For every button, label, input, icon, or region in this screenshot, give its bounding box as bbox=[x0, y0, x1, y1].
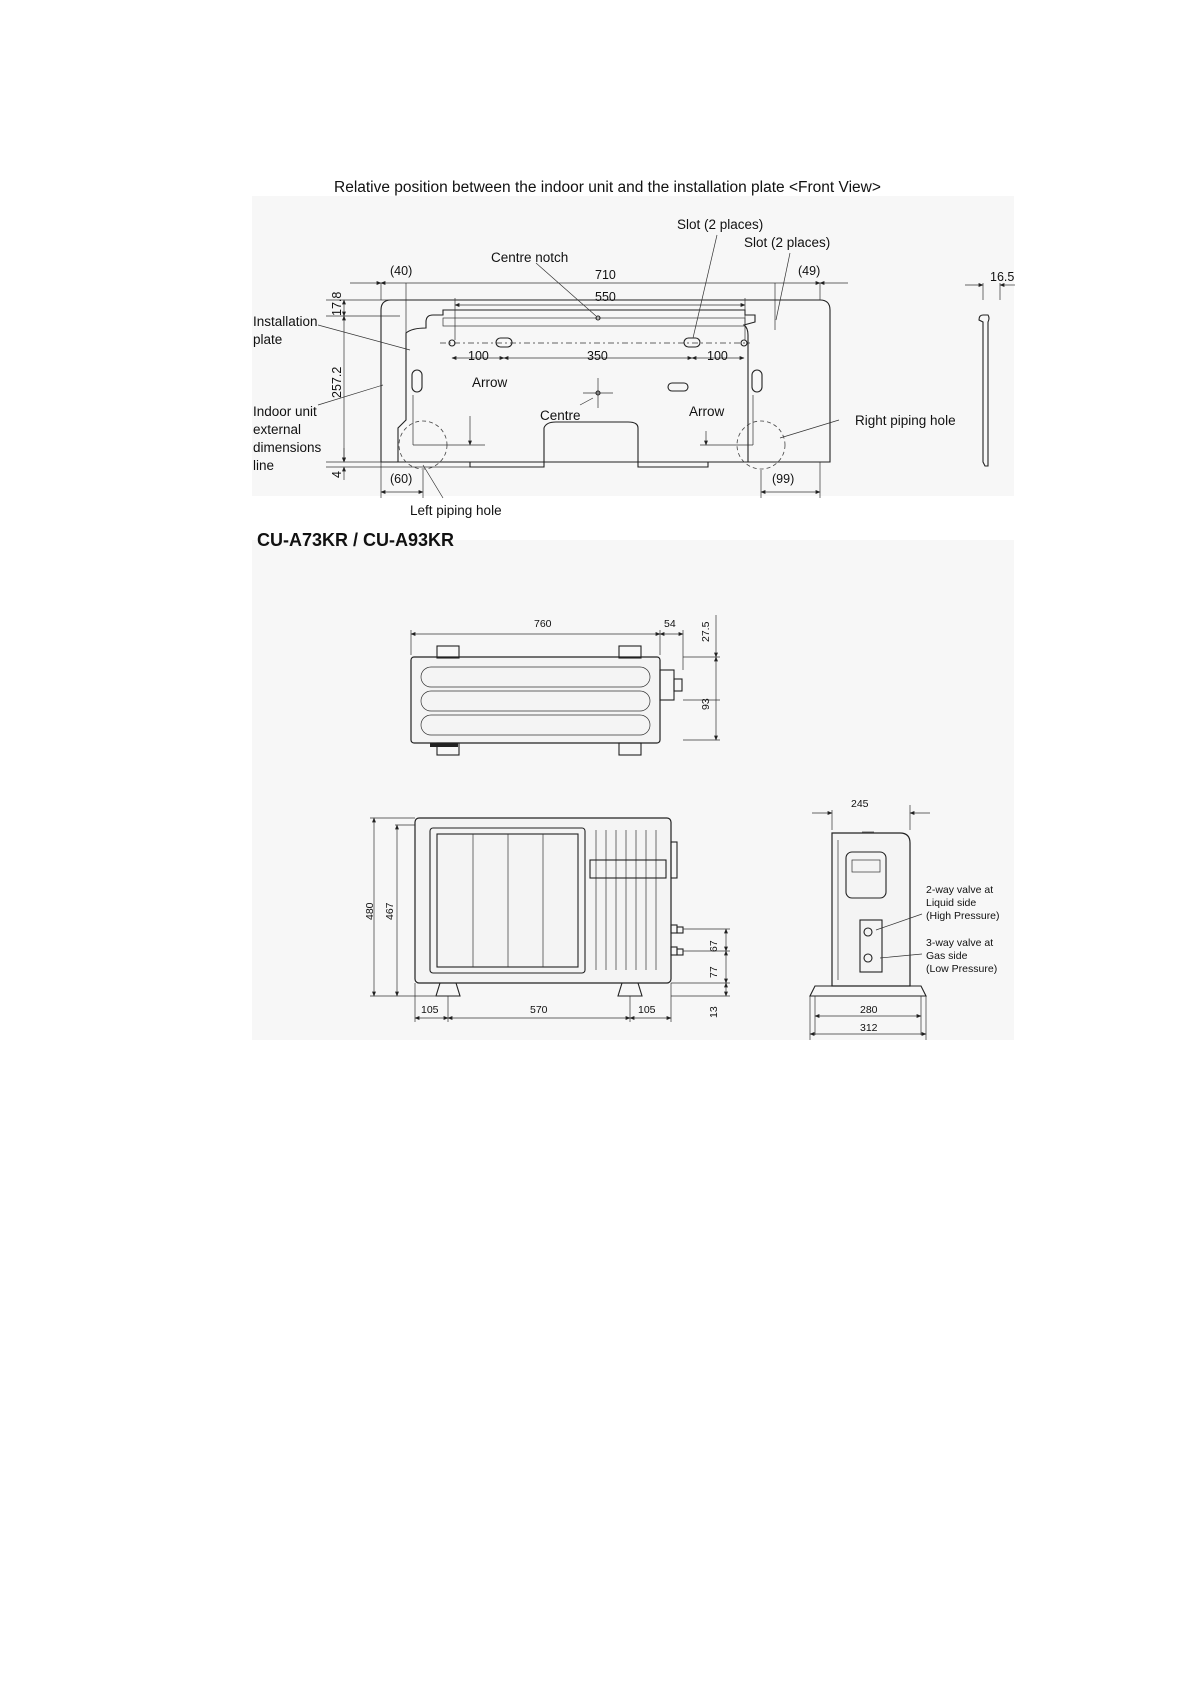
dim-slot-right: 100 bbox=[707, 349, 728, 363]
top-rail bbox=[443, 318, 745, 326]
dim-slot-left: 100 bbox=[468, 349, 489, 363]
label-3way-valve-3: (Low Pressure) bbox=[926, 963, 998, 975]
slot-right bbox=[684, 338, 700, 347]
indoor-unit-outline bbox=[381, 300, 830, 462]
label-centre: Centre bbox=[540, 408, 581, 423]
label-installation-plate-2: plate bbox=[253, 332, 283, 347]
label-3way-valve-2: Gas side bbox=[926, 950, 968, 962]
dim-base-inner: 280 bbox=[860, 1004, 878, 1016]
outdoor-front-view bbox=[370, 818, 730, 1022]
label-arrow-right: Arrow bbox=[689, 404, 725, 419]
dim-top-width: 760 bbox=[534, 618, 552, 630]
dim-left-offset: (40) bbox=[390, 264, 413, 278]
dim-foot-span: 570 bbox=[530, 1004, 548, 1016]
dim-right-hole: (99) bbox=[772, 472, 795, 486]
label-2way-valve-2: Liquid side bbox=[926, 897, 977, 909]
slot-left bbox=[496, 338, 512, 347]
dim-inner-width: 550 bbox=[595, 290, 616, 304]
label-3way-valve-1: 3-way valve at bbox=[926, 937, 994, 949]
dim-side-thickness: 16.5 bbox=[990, 270, 1015, 284]
dim-side-depth: 245 bbox=[851, 798, 869, 810]
label-left-piping-hole: Left piping hole bbox=[410, 503, 502, 518]
dim-valve-upper: 67 bbox=[708, 940, 720, 952]
installation-plate-outline bbox=[398, 310, 755, 467]
dim-valve-lower: 77 bbox=[708, 966, 720, 978]
dim-height: 257.2 bbox=[330, 366, 344, 398]
dim-slot-centre: 350 bbox=[587, 349, 608, 363]
dim-valve-height: 93 bbox=[700, 698, 712, 710]
dim-height-total: 480 bbox=[364, 902, 376, 920]
label-centre-notch: Centre notch bbox=[491, 250, 569, 265]
dim-bottom-margin: 4 bbox=[330, 471, 344, 478]
outdoor-model-title: CU-A73KR / CU-A93KR bbox=[257, 530, 455, 550]
label-slot-1: Slot (2 places) bbox=[677, 217, 764, 232]
outdoor-top-view bbox=[411, 615, 720, 755]
dim-top-margin: 17.8 bbox=[330, 291, 344, 316]
label-right-piping-hole: Right piping hole bbox=[855, 413, 956, 428]
plate-view-title: Relative position between the indoor unit and the installation plate <Front View> bbox=[334, 179, 881, 196]
label-indoor-unit-4: line bbox=[253, 458, 275, 473]
label-slot-2: Slot (2 places) bbox=[744, 235, 831, 250]
dim-valve-depth: 54 bbox=[664, 618, 676, 630]
label-installation-plate-1: Installation bbox=[253, 314, 318, 329]
label-indoor-unit-2: external bbox=[253, 422, 302, 437]
dim-foot-left: 105 bbox=[421, 1004, 439, 1016]
dim-foot-right: 105 bbox=[638, 1004, 656, 1016]
dim-base: 13 bbox=[708, 1006, 720, 1018]
dim-base-outer: 312 bbox=[860, 1022, 878, 1034]
label-indoor-unit-3: dimensions bbox=[253, 440, 322, 455]
label-2way-valve-1: 2-way valve at bbox=[926, 884, 994, 896]
plate-side-profile bbox=[979, 315, 989, 466]
dim-total-width: 710 bbox=[595, 268, 616, 282]
label-2way-valve-3: (High Pressure) bbox=[926, 910, 1000, 922]
dim-height-body: 467 bbox=[384, 902, 396, 920]
label-indoor-unit-1: Indoor unit bbox=[253, 404, 317, 419]
dim-top-offset: 27.5 bbox=[700, 621, 712, 642]
dim-right-offset: (49) bbox=[798, 264, 821, 278]
dim-left-hole: (60) bbox=[390, 472, 413, 486]
installation-plate-view bbox=[318, 235, 1015, 498]
label-arrow-left: Arrow bbox=[472, 375, 508, 390]
